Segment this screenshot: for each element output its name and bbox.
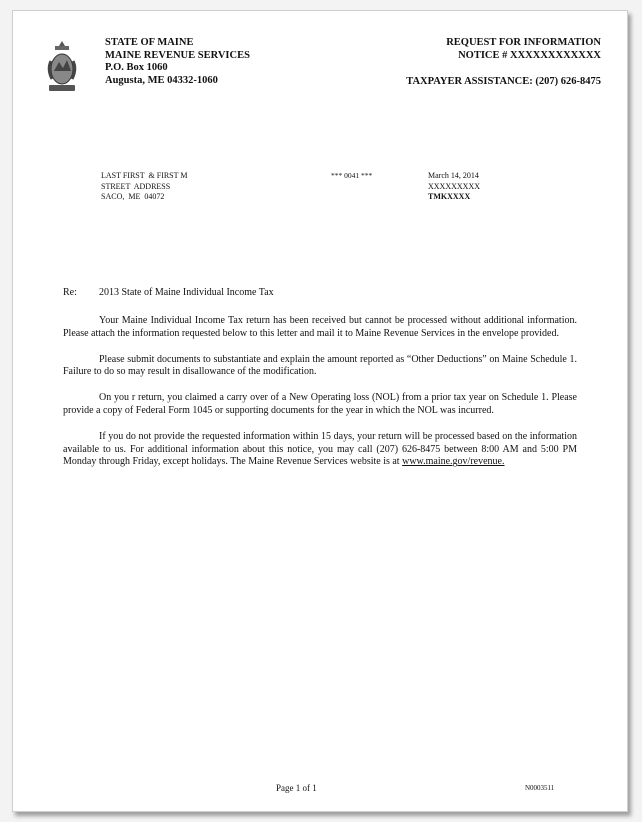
form-code: N0003511 <box>525 784 555 792</box>
taxpayer-assistance: TAXPAYER ASSISTANCE: (207) 626-8475 <box>406 76 601 87</box>
notice-title-block <box>446 37 601 62</box>
date-block <box>428 171 480 203</box>
agency-line: Augusta, ME 04332-1060 <box>105 74 218 86</box>
mail-code: *** 0041 *** <box>331 171 373 180</box>
page-number: Page 1 of 1 <box>276 783 317 793</box>
recipient-address <box>101 171 187 203</box>
notice-number: NOTICE # XXXXXXXXXXXX <box>458 49 601 61</box>
body-paragraph: Please submit documents to substantiate and explain the amount reported as “Other Deductions” on Maine Schedule 1. Failure to do so may result in disallowance of the modification. <box>63 353 577 378</box>
address-line: STREET ADDRESS <box>101 181 171 191</box>
address-line: SACO, ME 04072 <box>101 192 165 201</box>
agency-line: P.O. Box 1060 <box>105 62 168 73</box>
body-paragraph: On you r return, you claimed a carry over of a New Operating loss (NOL) from a prior tax year on Schedule 1. Please provide a copy of Federal Form 1045 or supporting documents for the year in which the NOL was incurred. <box>63 392 577 416</box>
reference-code: TMKXXXX <box>428 192 471 201</box>
subject-line <box>63 287 274 298</box>
state-seal-logo <box>45 39 79 93</box>
letter-date: March 14, 2014 <box>428 171 479 180</box>
address-line: LAST FIRST & FIRST M <box>101 171 188 180</box>
body-paragraph-contact <box>63 431 577 469</box>
website-link[interactable]: www.maine.gov/revenue. <box>402 456 505 468</box>
agency-address-block <box>105 37 250 87</box>
re-text: 2013 State of Maine Individual Income Tax <box>99 287 274 298</box>
taxpayer-id: XXXXXXXXX <box>428 181 480 191</box>
agency-line: MAINE REVENUE SERVICES <box>105 49 250 61</box>
body-paragraph: Your Maine Individual Income Tax return has been received but cannot be processed without additional information. Please attach the information requested below to this letter and mail it to Maine Revenue Services in the envelope provided. <box>63 315 577 339</box>
contact-text: If you do not provide the requested information within 15 days, your return will be processed based on the information available to us. For additional information about this notice, you may call (207) 626-8475 between 8:00 AM and 5:00 PM Monday through Friday, except holidays. The Maine Revenue Services website is at <box>63 430 577 468</box>
re-label: Re: <box>63 287 77 298</box>
letter-body <box>63 315 577 482</box>
agency-line: STATE OF MAINE <box>105 37 194 48</box>
letter-page <box>12 10 628 812</box>
notice-title: REQUEST FOR INFORMATION <box>446 37 601 48</box>
